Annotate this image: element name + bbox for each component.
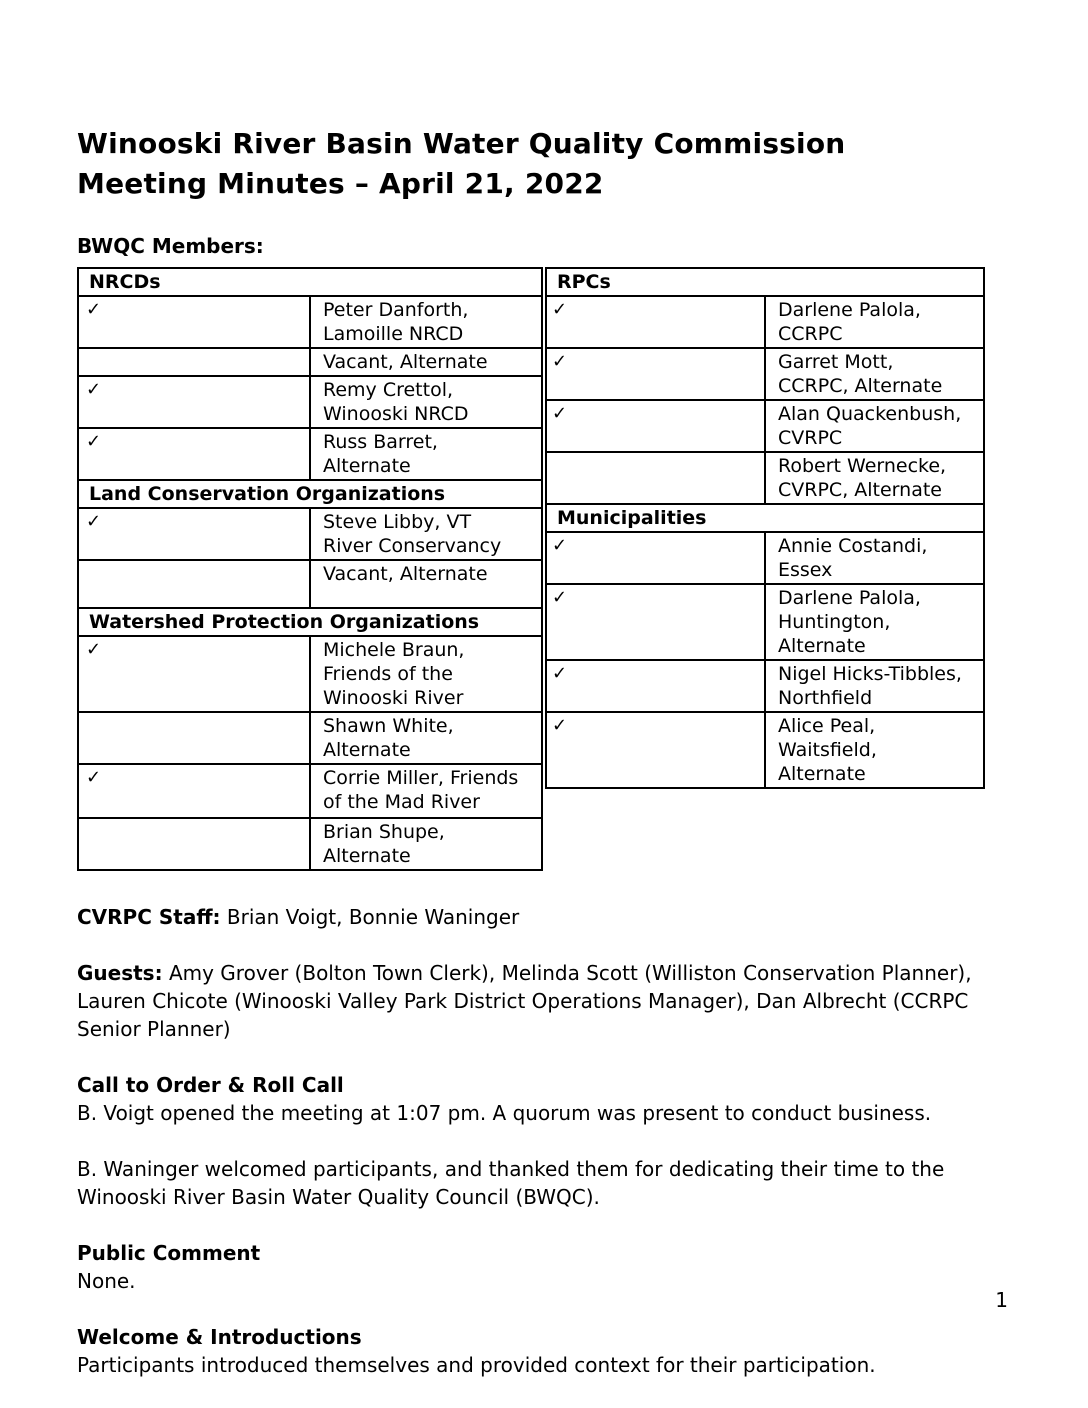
attendance-check — [546, 452, 765, 504]
attendance-check: ✓ — [78, 428, 310, 480]
cvrpc-staff-line — [77, 903, 1009, 931]
member-name: Alan Quackenbush, CVRPC — [765, 400, 984, 452]
table-row — [546, 584, 984, 660]
table-row — [78, 818, 542, 870]
section-header-cell: RPCs — [546, 268, 984, 296]
section-header-row — [546, 504, 984, 532]
member-name: Remy Crettol, Winooski NRCD — [310, 376, 542, 428]
attendance-check: ✓ — [78, 376, 310, 428]
section-header-row — [546, 268, 984, 296]
table-row — [546, 348, 984, 400]
attendance-check: ✓ — [546, 712, 765, 788]
attendance-check — [78, 560, 310, 608]
title-line-1: Winooski River Basin Water Quality Commission — [77, 127, 846, 160]
table-row — [546, 452, 984, 504]
attendance-check: ✓ — [546, 584, 765, 660]
table-row — [78, 636, 542, 712]
members-table-right — [545, 267, 985, 789]
table-row — [546, 712, 984, 788]
attendance-check: ✓ — [546, 296, 765, 348]
section-header-row — [78, 480, 542, 508]
title-line-2: Meeting Minutes – April 21, 2022 — [77, 167, 604, 200]
guests-names: Amy Grover (Bolton Town Clerk), Melinda Scott (Williston Conservation Planner), Lauren Chicote (Winooski Valley Park District Operations Manager), Dan Albrecht (CCRPC Senior Planner) — [77, 961, 972, 1041]
section-header-cell: Land Conservation Organizations — [78, 480, 542, 508]
section-header-cell: NRCDs — [78, 268, 542, 296]
member-name: Darlene Palola, CCRPC — [765, 296, 984, 348]
members-heading: BWQC Members: — [77, 234, 264, 258]
attendance-check — [78, 818, 310, 870]
attendance-check: ✓ — [546, 348, 765, 400]
attendance-check: ✓ — [546, 532, 765, 584]
table-row — [78, 560, 542, 608]
guests-line — [77, 959, 1009, 1043]
table-row — [78, 376, 542, 428]
member-name: Steve Libby, VT River Conservancy — [310, 508, 542, 560]
member-name: Peter Danforth, Lamoille NRCD — [310, 296, 542, 348]
attendance-check — [78, 712, 310, 764]
member-name: Corrie Miller, Friends of the Mad River — [310, 764, 542, 818]
call-to-order-paragraph-2: B. Waninger welcomed participants, and thanked them for dedicating their time to the Winooski River Basin Water Quality Council (BWQC). — [77, 1157, 945, 1209]
welcome-body: Participants introduced themselves and provided context for their participation. — [77, 1353, 876, 1377]
cvrpc-staff-label: CVRPC Staff: — [77, 905, 221, 929]
public-comment-body: None. — [77, 1269, 136, 1293]
attendance-check: ✓ — [546, 660, 765, 712]
document-title — [77, 124, 1009, 204]
member-name: Robert Wernecke, CVRPC, Alternate — [765, 452, 984, 504]
member-name: Garret Mott, CCRPC, Alternate — [765, 348, 984, 400]
public-comment-heading: Public Comment — [77, 1241, 261, 1265]
members-table-left — [77, 267, 543, 871]
table-row — [78, 712, 542, 764]
member-name: Vacant, Alternate — [310, 348, 542, 376]
table-row — [78, 296, 542, 348]
attendance-check — [78, 348, 310, 376]
section-header-row — [78, 268, 542, 296]
member-name: Brian Shupe, Alternate — [310, 818, 542, 870]
guests-label: Guests: — [77, 961, 163, 985]
member-name: Annie Costandi, Essex — [765, 532, 984, 584]
call-to-order-paragraph-1: B. Voigt opened the meeting at 1:07 pm. A quorum was present to conduct business. — [77, 1101, 932, 1125]
welcome-heading: Welcome & Introductions — [77, 1325, 362, 1349]
member-name: Michele Braun, Friends of the Winooski River — [310, 636, 542, 712]
member-name: Darlene Palola, Huntington, Alternate — [765, 584, 984, 660]
cvrpc-staff-names: Brian Voigt, Bonnie Waninger — [226, 905, 520, 929]
section-header-cell: Municipalities — [546, 504, 984, 532]
table-row — [78, 764, 542, 818]
members-attendance-tables — [77, 267, 1009, 871]
table-row — [546, 400, 984, 452]
member-name: Nigel Hicks-Tibbles, Northfield — [765, 660, 984, 712]
section-header-cell: Watershed Protection Organizations — [78, 608, 542, 636]
attendance-check: ✓ — [78, 764, 310, 818]
attendance-check: ✓ — [546, 400, 765, 452]
member-name: Alice Peal, Waitsfield, Alternate — [765, 712, 984, 788]
table-row — [546, 660, 984, 712]
table-row — [546, 532, 984, 584]
attendance-check: ✓ — [78, 296, 310, 348]
member-name: Shawn White, Alternate — [310, 712, 542, 764]
member-name: Russ Barret, Alternate — [310, 428, 542, 480]
section-header-row — [78, 608, 542, 636]
attendance-check: ✓ — [78, 508, 310, 560]
call-to-order-heading: Call to Order & Roll Call — [77, 1073, 344, 1097]
table-row — [78, 428, 542, 480]
attendance-check: ✓ — [78, 636, 310, 712]
member-name: Vacant, Alternate — [310, 560, 542, 608]
table-row — [78, 508, 542, 560]
table-row — [78, 348, 542, 376]
table-row — [546, 296, 984, 348]
page-number: 1 — [995, 1288, 1008, 1312]
